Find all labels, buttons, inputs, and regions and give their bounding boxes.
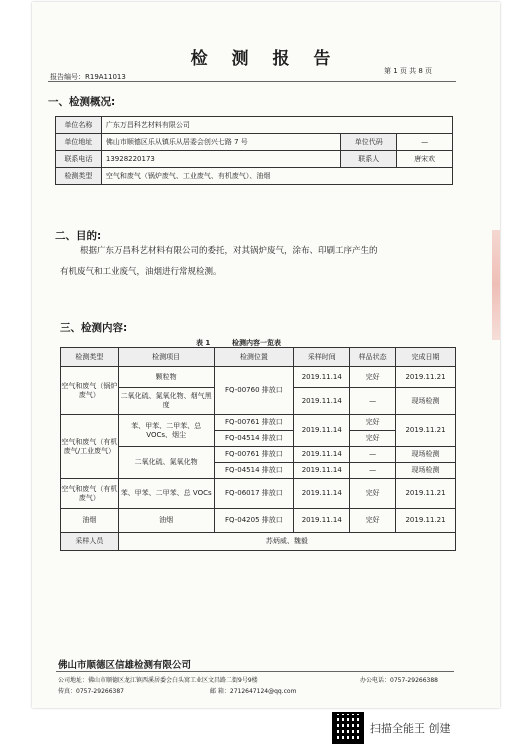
scanner-watermark: 扫描全能王 创建 — [370, 722, 451, 735]
sample-date: 2019.11.14 — [294, 479, 350, 509]
section3-heading: 三、检测内容: — [60, 322, 128, 334]
unit-name-label: 单位名称 — [56, 117, 102, 134]
completion-date: 2019.11.21 — [396, 367, 456, 388]
location-04514: FQ-04514 排放口 — [214, 431, 294, 447]
sample-date: 2019.11.14 — [294, 463, 350, 479]
completion-date: 2019.11.21 — [396, 479, 456, 509]
sampler-names: 苏炳威、魏毅 — [118, 533, 455, 551]
status-intact: 完好 — [350, 367, 396, 388]
report-title: 检 测 报 告 — [190, 49, 340, 69]
sample-date: 2019.11.14 — [294, 509, 350, 533]
completion-onsite: 现场检测 — [396, 388, 456, 415]
item-fume: 油烟 — [118, 509, 214, 533]
section1-heading: 一、检测概况: — [48, 96, 116, 108]
footer-rule — [56, 671, 454, 672]
footer-address: 公司地址：佛山市顺德区龙江镇西溪居委会白头窝工业区文昌路二街9号9楼 — [58, 677, 258, 684]
sample-date: 2019.11.14 — [294, 367, 350, 388]
item-so2-nox-smoke: 二氧化硫、氮氧化物、烟气黑度 — [118, 388, 214, 415]
sample-date: 2019.11.14 — [294, 415, 350, 447]
unit-code-label: 单位代码 — [341, 134, 397, 151]
header-sample-status: 样品状态 — [350, 348, 396, 367]
purpose-line-2: 有机废气和工业废气，油烟进行常规检测。 — [60, 267, 222, 277]
completion-onsite: 现场检测 — [396, 463, 456, 479]
completion-onsite: 现场检测 — [396, 447, 456, 463]
unit-name-value: 广东万昌科艺材料有限公司 — [101, 117, 452, 134]
purpose-line-1: 根据广东万昌科艺材料有限公司的委托，对其锅炉废气，涂布、印刷工序产生的 — [80, 246, 378, 256]
table-caption-number: 表 1 — [196, 339, 211, 347]
item-so2-nox: 二氧化硫、氮氧化物 — [118, 447, 214, 479]
location-00760: FQ-00760 排放口 — [214, 367, 294, 415]
header-location: 检测位置 — [214, 348, 294, 367]
page-indicator: 第 1 页 共 8 页 — [384, 67, 433, 75]
footer-office-phone: 办公电话：0757-29266388 — [360, 677, 438, 684]
footer-email: 邮 箱：2712647124@qq.com — [210, 688, 297, 695]
sampler-label: 采样人员 — [61, 533, 119, 551]
type-industrial: 空气和废气（有机废气/工业废气） — [61, 415, 119, 479]
completion-date: 2019.11.21 — [396, 509, 456, 533]
item-benzene-voc: 苯、甲苯、二甲苯、总 VOCs — [118, 479, 214, 509]
sample-date: 2019.11.14 — [294, 388, 350, 415]
qr-code-icon — [332, 712, 364, 744]
report-number: 报告编号：R19A11013 — [50, 73, 126, 81]
phone-label: 联系电话 — [56, 151, 102, 168]
unit-address-value: 佛山市顺德区乐从镇乐从居委会创兴七路 7 号 — [101, 134, 340, 151]
status-intact: 完好 — [350, 431, 396, 447]
contact-label: 联系人 — [341, 151, 397, 168]
seal-stamp-edge — [492, 230, 500, 340]
item-particulate: 颗粒物 — [118, 367, 214, 388]
location-04514: FQ-04514 排放口 — [214, 463, 294, 479]
overview-table — [55, 116, 453, 185]
sample-date: 2019.11.14 — [294, 447, 350, 463]
type-organic: 空气和废气（有机废气） — [61, 479, 119, 509]
location-06017: FQ-06017 排放口 — [214, 479, 294, 509]
status-intact: 完好 — [350, 509, 396, 533]
location-00761: FQ-00761 排放口 — [214, 415, 294, 431]
footer-fax: 传真：0757-29266387 — [58, 688, 124, 695]
footer-company: 佛山市顺德区信雄检测有限公司 — [58, 660, 192, 671]
location-04205: FQ-04205 排放口 — [214, 509, 294, 533]
completion-date: 2019.11.21 — [396, 415, 456, 447]
table-caption: 检测内容一览表 — [232, 339, 281, 347]
test-type-value: 空气和废气（锅炉废气、工业废气、有机废气）、油烟 — [101, 168, 452, 185]
status-none: — — [350, 447, 396, 463]
unit-address-label: 单位地址 — [56, 134, 102, 151]
status-none: — — [350, 463, 396, 479]
location-00761: FQ-00761 排放口 — [214, 447, 294, 463]
header-test-type: 检测类型 — [61, 348, 119, 367]
header-test-item: 检测项目 — [118, 348, 214, 367]
test-type-label: 检测类型 — [56, 168, 102, 185]
test-content-table — [60, 347, 456, 551]
header-sampling-time: 采样时间 — [294, 348, 350, 367]
section2-heading: 二、目的: — [55, 230, 102, 242]
header-rule — [48, 81, 456, 82]
type-boiler: 空气和废气（锅炉废气） — [61, 367, 119, 415]
type-fume: 油烟 — [61, 509, 119, 533]
header-completion-date: 完成日期 — [396, 348, 456, 367]
status-none: — — [350, 388, 396, 415]
contact-value: 唐宋欢 — [397, 151, 453, 168]
unit-code-value: — — [397, 134, 453, 151]
status-intact: 完好 — [350, 415, 396, 431]
status-intact: 完好 — [350, 479, 396, 509]
phone-value: 13928220173 — [101, 151, 340, 168]
item-benzene-voc-dust: 苯、甲苯、二甲苯、总 VOCs、烟尘 — [118, 415, 214, 447]
